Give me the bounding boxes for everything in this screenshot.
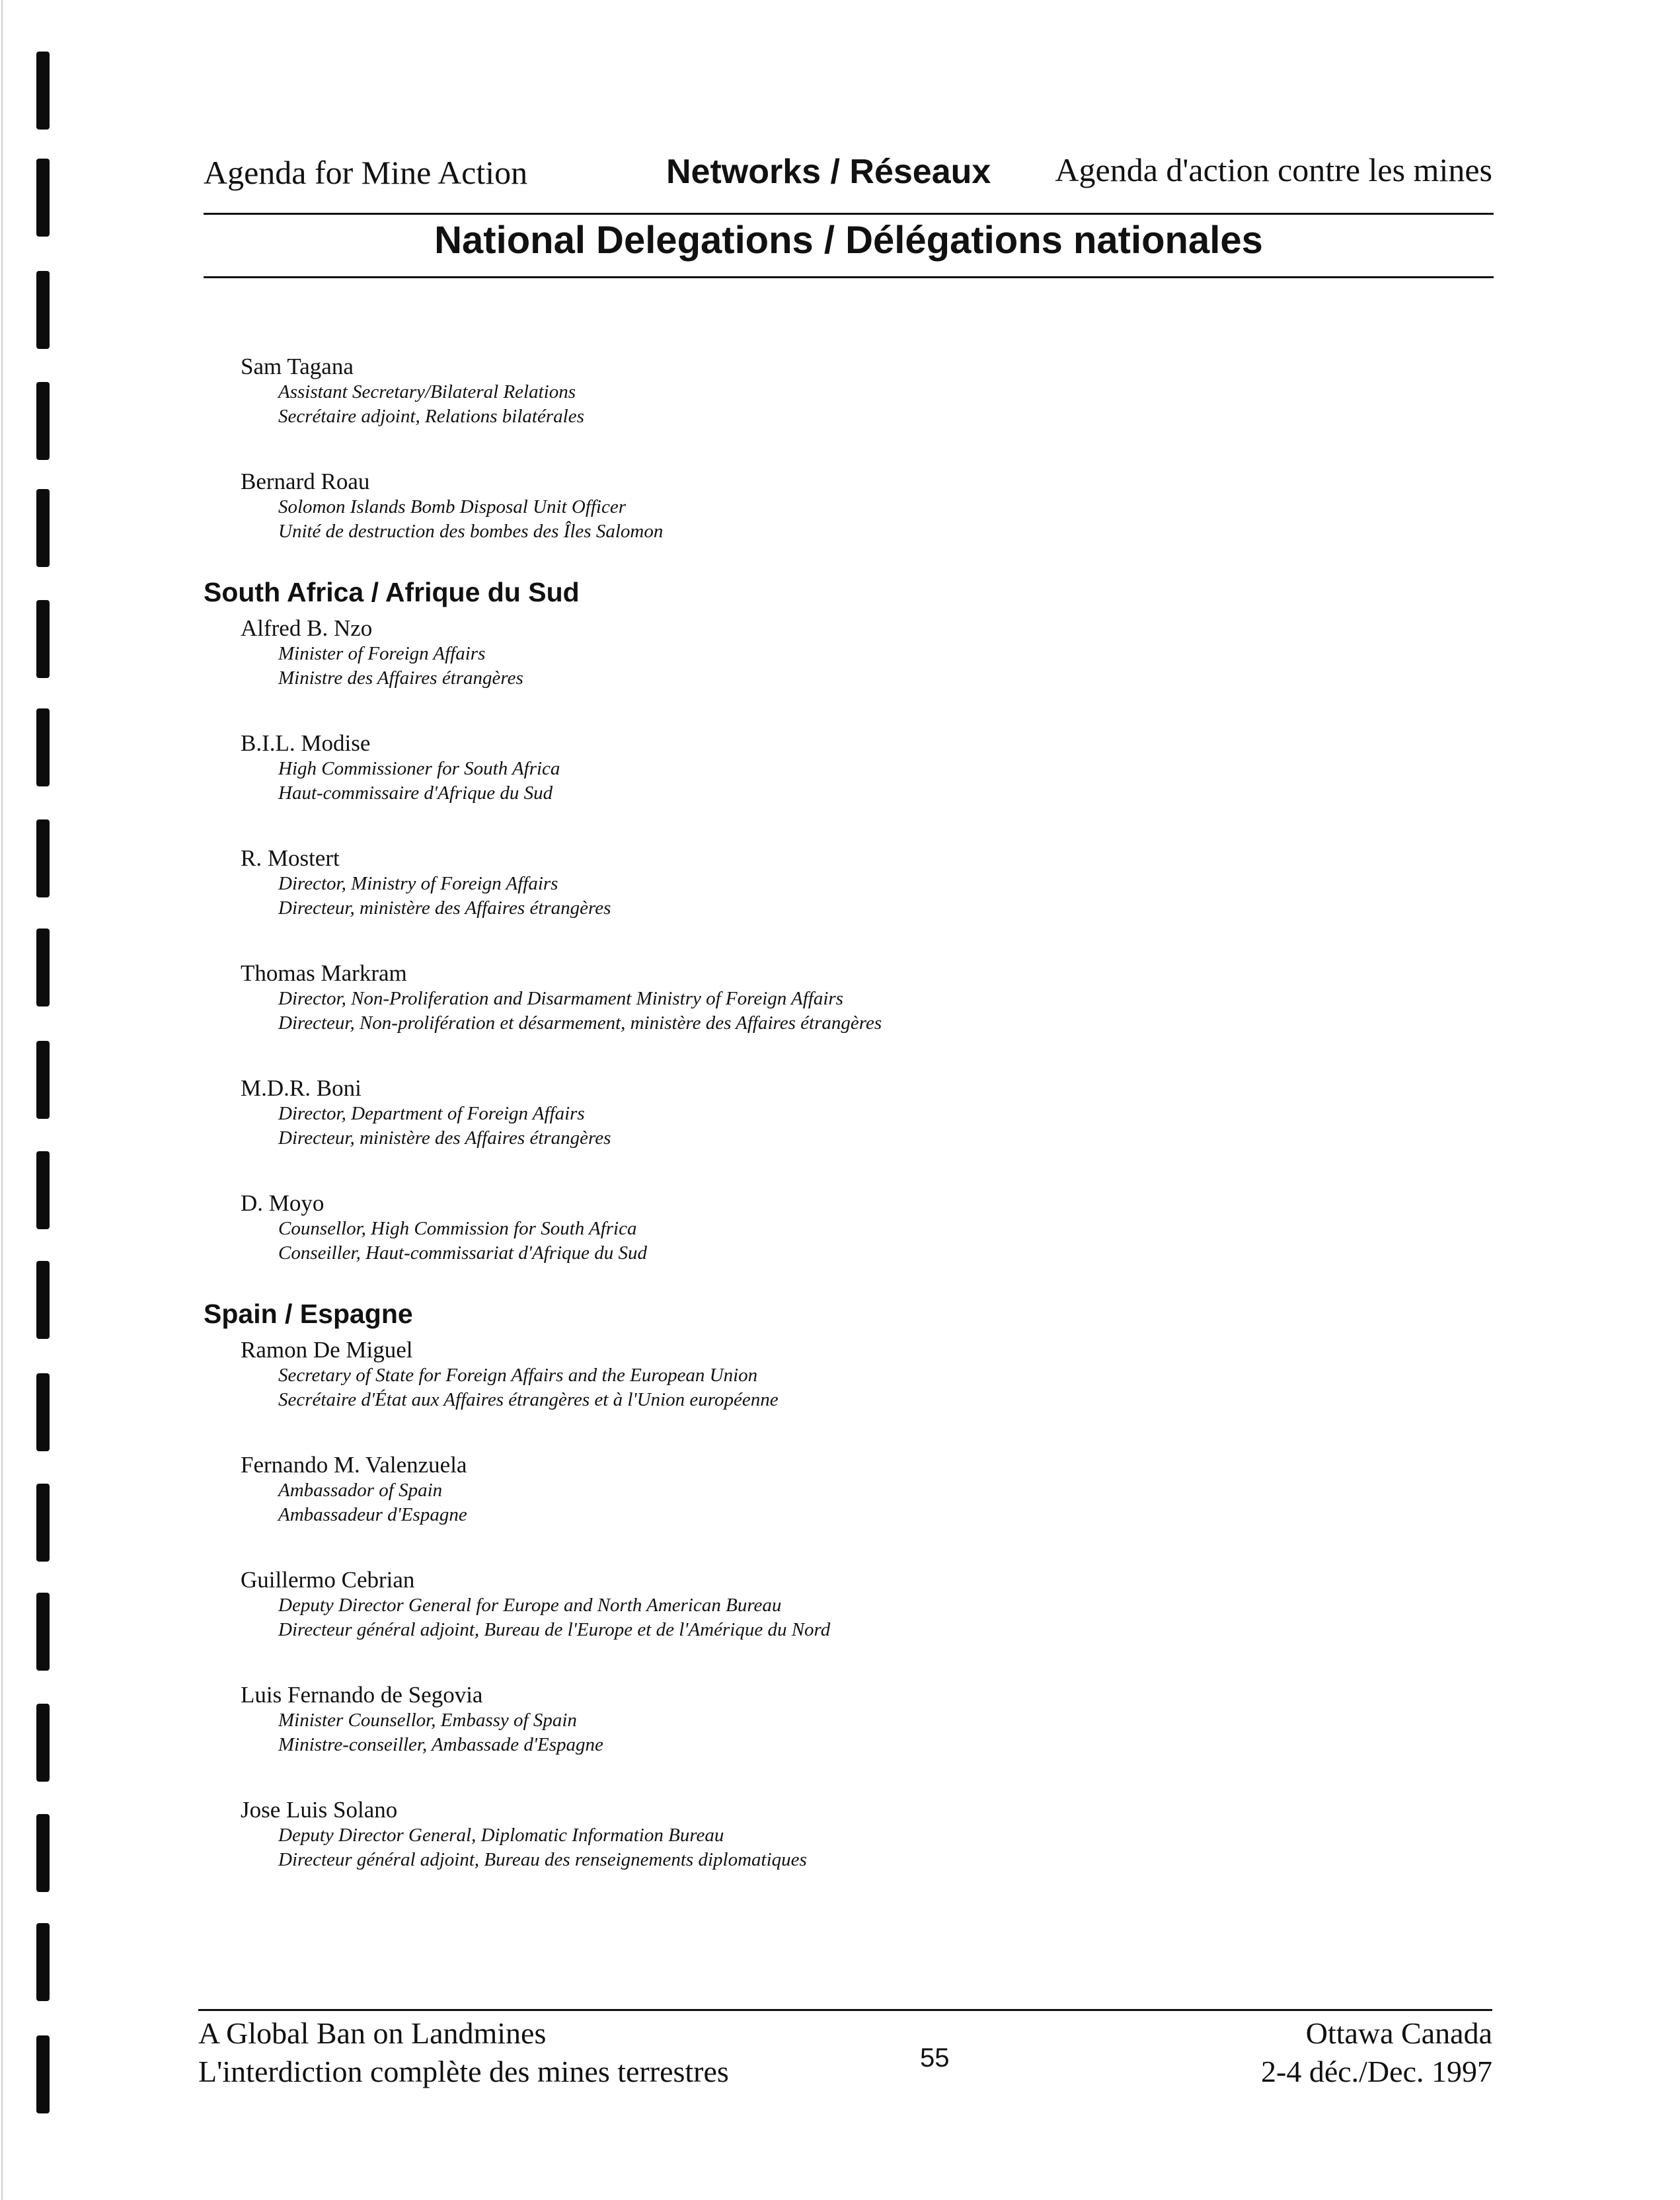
binding-hole xyxy=(36,271,50,349)
delegate-name: Luis Fernando de Segovia xyxy=(241,1682,483,1708)
delegate-role-fr: Secrétaire adjoint, Relations bilatérales xyxy=(278,406,584,427)
binding-hole xyxy=(36,382,50,460)
binding-hole xyxy=(36,1261,50,1339)
delegate-role-fr: Secrétaire d'État aux Affaires étrangères et à l'Union européenne xyxy=(278,1389,779,1410)
intro-entries xyxy=(204,354,1492,544)
binding-hole xyxy=(36,1041,50,1119)
delegate-role-fr: Directeur général adjoint, Bureau des renseignements diplomatiques xyxy=(278,1849,807,1870)
page-title: National Delegations / Délégations nationales xyxy=(434,219,1263,262)
binding-hole xyxy=(36,52,50,130)
binding-hole xyxy=(36,1923,50,2001)
delegate-role-fr: Directeur, ministère des Affaires étrangères xyxy=(278,1127,611,1149)
delegate-role-en: Ambassador of Spain xyxy=(278,1480,443,1501)
binding-hole xyxy=(36,1373,50,1451)
delegate-name: Ramon De Miguel xyxy=(241,1337,413,1363)
delegate-name: R. Mostert xyxy=(241,845,340,871)
footer-event-title-fr: L'interdiction complète des mines terrestres xyxy=(198,2055,729,2088)
delegate-role-fr: Directeur, Non-prolifération et désarmement, ministère des Affaires étrangères xyxy=(278,1012,882,1034)
delegate-entry xyxy=(241,845,1492,921)
delegate-name: M.D.R. Boni xyxy=(241,1075,362,1101)
delegate-entry xyxy=(241,1075,1492,1151)
delegate-role-fr: Ambassadeur d'Espagne xyxy=(278,1504,467,1525)
delegate-role-en: Counsellor, High Commission for South Africa xyxy=(278,1218,637,1239)
delegate-entry xyxy=(241,1797,1492,1872)
binding-hole xyxy=(36,708,50,786)
delegate-role-fr: Haut-commissaire d'Afrique du Sud xyxy=(278,782,553,804)
delegate-role-fr: Directeur général adjoint, Bureau de l'Europe et de l'Amérique du Nord xyxy=(278,1619,831,1640)
delegate-role-fr: Ministre-conseiller, Ambassade d'Espagne xyxy=(278,1734,603,1755)
footer-left xyxy=(198,2014,729,2091)
country-heading: South Africa / Afrique du Sud xyxy=(204,577,580,607)
binding-holes xyxy=(0,0,79,2200)
delegate-entry xyxy=(241,615,1492,691)
country-section-south-africa xyxy=(204,576,1492,1266)
header-divider xyxy=(204,213,1494,215)
footer-event-title-en: A Global Ban on Landmines xyxy=(198,2016,547,2050)
header-section-title: Networks / Réseaux xyxy=(666,153,991,191)
delegate-name: Thomas Markram xyxy=(241,960,407,986)
delegate-role-en: Director, Non-Proliferation and Disarmament Ministry of Foreign Affairs xyxy=(278,988,843,1009)
delegate-entry xyxy=(241,1337,1492,1412)
delegate-role-en: Assistant Secretary/Bilateral Relations xyxy=(278,381,576,402)
delegate-name: Jose Luis Solano xyxy=(241,1797,398,1823)
delegate-role-en: Deputy Director General, Diplomatic Information Bureau xyxy=(278,1825,724,1846)
country-section-spain xyxy=(204,1297,1492,1872)
binding-hole xyxy=(36,1704,50,1782)
delegate-entry xyxy=(241,1190,1492,1266)
title-divider xyxy=(204,276,1494,278)
delegate-role-fr: Conseiller, Haut-commissariat d'Afrique du Sud xyxy=(278,1242,647,1264)
delegate-role-en: Secretary of State for Foreign Affairs and the European Union xyxy=(278,1365,758,1386)
delegations-list xyxy=(204,354,1492,1912)
page-number: 55 xyxy=(920,2043,950,2072)
delegate-role-en: Director, Department of Foreign Affairs xyxy=(278,1103,585,1124)
delegate-role-fr: Unité de destruction des bombes des Îles Salomon xyxy=(278,521,664,542)
binding-hole xyxy=(36,489,50,567)
delegate-name: Alfred B. Nzo xyxy=(241,615,373,641)
binding-hole xyxy=(36,1593,50,1671)
binding-hole xyxy=(36,159,50,237)
binding-hole xyxy=(36,819,50,897)
header-left-title: Agenda for Mine Action xyxy=(204,154,528,191)
delegate-role-en: Deputy Director General for Europe and North American Bureau xyxy=(278,1595,782,1616)
delegate-name: Bernard Roau xyxy=(241,469,370,494)
binding-hole xyxy=(36,1151,50,1229)
delegate-role-en: Solomon Islands Bomb Disposal Unit Officer xyxy=(278,496,627,517)
delegate-role-fr: Directeur, ministère des Affaires étrangères xyxy=(278,897,611,919)
binding-hole xyxy=(36,1814,50,1892)
delegate-role-en: Director, Ministry of Foreign Affairs xyxy=(278,873,558,894)
delegate-name: Fernando M. Valenzuela xyxy=(241,1452,467,1478)
delegate-role-en: High Commissioner for South Africa xyxy=(278,758,560,779)
delegate-entry xyxy=(241,730,1492,806)
delegate-name: Sam Tagana xyxy=(241,354,354,379)
country-heading: Spain / Espagne xyxy=(204,1299,413,1329)
header-right-title: Agenda d'action contre les mines xyxy=(1055,151,1492,188)
footer-divider xyxy=(198,2009,1492,2011)
delegate-name: B.I.L. Modise xyxy=(241,730,371,756)
delegate-entry xyxy=(241,1452,1492,1527)
delegate-entry xyxy=(241,960,1492,1036)
page-header xyxy=(204,144,1492,197)
delegate-role-en: Minister Counsellor, Embassy of Spain xyxy=(278,1710,577,1731)
footer-right xyxy=(1261,2014,1492,2091)
delegate-entry xyxy=(241,469,1492,544)
binding-hole xyxy=(36,1484,50,1562)
delegate-entry xyxy=(241,1567,1492,1642)
footer-date: 2-4 déc./Dec. 1997 xyxy=(1261,2055,1492,2088)
delegate-entry xyxy=(241,354,1492,429)
footer-location: Ottawa Canada xyxy=(1305,2016,1492,2050)
binding-hole xyxy=(36,600,50,678)
delegate-name: Guillermo Cebrian xyxy=(241,1567,415,1593)
binding-hole xyxy=(36,929,50,1006)
delegate-entry xyxy=(241,1682,1492,1757)
delegate-role-fr: Ministre des Affaires étrangères xyxy=(278,667,523,689)
page-edge xyxy=(1,0,3,2200)
delegate-role-en: Minister of Foreign Affairs xyxy=(278,643,486,664)
binding-hole xyxy=(36,2035,50,2113)
delegate-name: D. Moyo xyxy=(241,1190,325,1216)
